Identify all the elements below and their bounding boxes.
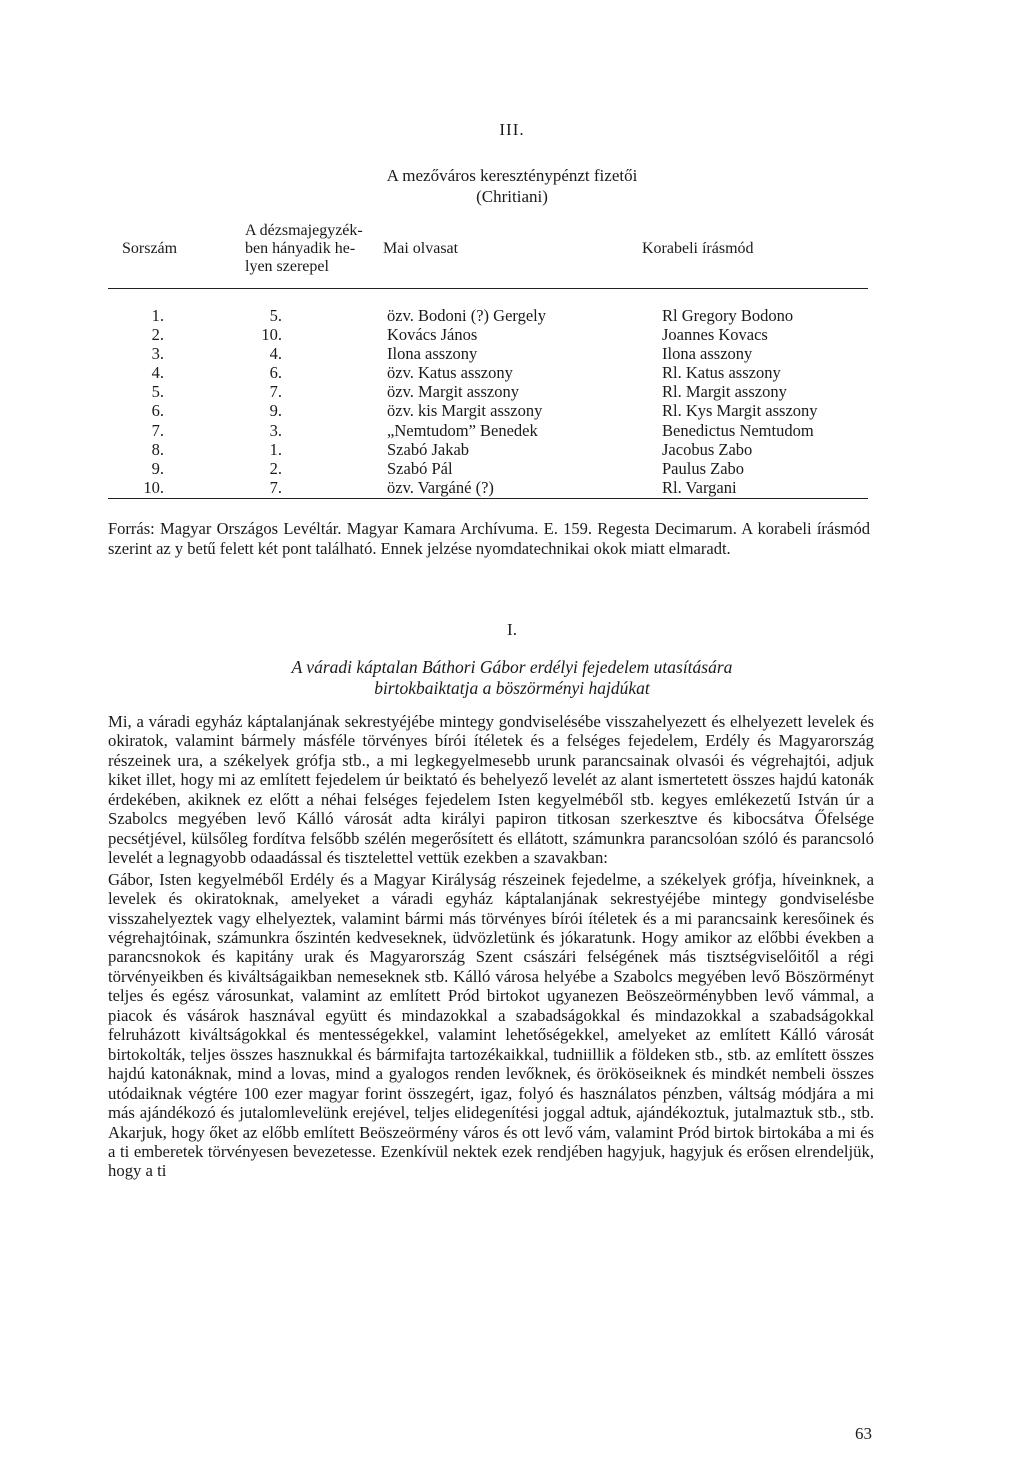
cell-position: 3. <box>269 420 282 440</box>
cell-korabeli: Joannes Kovacs <box>662 325 768 345</box>
cell-korabeli: Rl. Margit asszony <box>662 382 787 402</box>
document-title <box>0 657 1024 699</box>
table-row <box>0 478 1024 497</box>
cell-position: 5. <box>269 306 282 325</box>
cell-korabeli: Rl. Kys Margit asszony <box>662 401 818 421</box>
cell-position: 2. <box>269 458 282 478</box>
cell-sorszam: 4. <box>151 363 164 383</box>
cell-mai: özv. kis Margit asszony <box>387 401 543 421</box>
table-row <box>0 306 1024 325</box>
header-dezsma-line2: ben hányadik he- <box>245 240 356 257</box>
table-top-rule <box>108 288 868 289</box>
cell-mai: Szabó Jakab <box>387 439 470 459</box>
cell-position: 4. <box>269 344 282 364</box>
cell-mai: özv. Katus asszony <box>387 363 513 383</box>
cell-korabeli: Rl Gregory Bodono <box>662 306 794 325</box>
header-sorszam: Sorszám <box>122 240 178 257</box>
cell-korabeli: Jacobus Zabo <box>662 439 753 459</box>
cell-sorszam: 6. <box>151 401 164 421</box>
cell-sorszam: 1. <box>151 306 164 325</box>
cell-position: 7. <box>269 477 282 497</box>
cell-korabeli: Benedictus Nemtudom <box>662 420 814 440</box>
cell-mai: „Nemtudom” Benedek <box>387 420 538 440</box>
header-dezsma-line3: lyen szerepel <box>245 258 329 275</box>
cell-mai: özv. Margit asszony <box>387 382 519 402</box>
table-row <box>0 421 1024 440</box>
cell-mai: Ilona asszony <box>387 344 478 364</box>
document-title-line1: A váradi káptalan Báthori Gábor erdélyi fejedelem utasítására <box>291 657 733 677</box>
table-row <box>0 325 1024 344</box>
cell-mai: Szabó Pál <box>387 458 453 478</box>
cell-sorszam: 7. <box>151 420 164 440</box>
table-bottom-rule <box>108 498 868 499</box>
cell-position: 1. <box>269 439 282 459</box>
cell-sorszam: 2. <box>151 325 164 345</box>
table-row <box>0 382 1024 401</box>
table-title: A mezőváros kereszténypénzt fizetői <box>386 166 638 185</box>
document-title-line2: birtokbaiktatja a böszörményi hajdúkat <box>374 678 650 698</box>
table-row <box>0 363 1024 382</box>
cell-position: 10. <box>261 325 282 345</box>
table-row <box>0 459 1024 478</box>
cell-position: 9. <box>269 401 282 421</box>
cell-sorszam: 3. <box>151 344 164 364</box>
table-row <box>0 440 1024 459</box>
header-korabeli-irasmod: Korabeli írásmód <box>642 240 754 257</box>
table-subtitle: (Chritiani) <box>476 187 548 206</box>
cell-korabeli: Rl. Katus asszony <box>662 363 781 383</box>
page-number: 63 <box>855 1424 872 1443</box>
table-row <box>0 344 1024 363</box>
section-number: III. <box>499 120 525 139</box>
cell-sorszam: 8. <box>151 439 164 459</box>
cell-korabeli: Paulus Zabo <box>662 458 745 478</box>
cell-sorszam: 5. <box>151 382 164 402</box>
table-body <box>0 306 1024 497</box>
cell-mai: özv. Vargáné (?) <box>387 477 494 497</box>
document-number: I. <box>507 620 517 639</box>
cell-position: 7. <box>269 382 282 402</box>
cell-korabeli: Rl. Vargani <box>662 477 737 497</box>
paragraph: Mi, a váradi egyház káptalanjának sekrestyéjébe mintegy gondviselésébe visszahelyezett és elhelyezett levelek és okiratok, valamint bármely másféle törvényes bírói ítéletek és a felséges fejedelem, Erdély és Magyarország részeinek ura, a székelyek grófja stb., a mi legkegyelmesebb urunk parancsainak olvasói és végrehajtói, adjuk kiket illet, hogy mi az említett fejedelem úr beiktató és behelyező levelét az alant ismertetett összes hajdú katonák érdekében, akiknek ez előtt a néhai felséges fejedelem Isten kegyelméből stb. kegyes emlékezetű István úr a Szabolcs megyében levő Kálló városát adta királyi papiron titkosan szerkesztve és kibocsátva Őfelsége pecsétjével, külsőleg fordítva felsőbb szélén megerősített és ellátott, számunkra parancsolóan szóló és parancsoló levelét a legnagyobb odaadással és tisztelettel vettük ezekben a szavakban: <box>108 712 874 868</box>
header-mai-olvasat: Mai olvasat <box>383 240 459 257</box>
cell-mai: özv. Bodoni (?) Gergely <box>387 306 546 325</box>
cell-sorszam: 9. <box>151 458 164 478</box>
source-note: Forrás: Magyar Országos Levéltár. Magyar Kamara Archívuma. E. 159. Regesta Decimarum. A korabeli írásmód szerint az y betű felett két pont található. Ennek jelzése nyomdatechnikai okok miatt elmaradt. <box>108 519 870 558</box>
header-dezsma <box>245 222 375 276</box>
cell-sorszam: 10. <box>143 477 164 497</box>
cell-mai: Kovács János <box>387 325 478 345</box>
cell-korabeli: Ilona asszony <box>662 344 753 364</box>
table-row <box>0 401 1024 420</box>
document-body <box>108 712 874 1181</box>
cell-position: 6. <box>269 363 282 383</box>
paragraph: Gábor, Isten kegyelméből Erdély és a Magyar Királyság részeinek fejedelme, a székelyek grófja, híveinknek, a levelek és okiratoknak, amelyeket a váradi egyház káptalanjának sekrestyéjébe mintegy gondviselésbe visszahelyeztek vagy elhelyeztek, valamint bármi más törvényes bírói ítéletek és a mi parancsaink keresőinek és végrehajtóinak, számunkra őszintén kedveseknek, üdvözletünk és jókaratunk. Hogy amikor az előbbi években a parancsnokok és kapitány urak és Magyarország Szent császári felségének más tisztségviselőitől a régi törvényeikben és kiváltságaikban nemeseknek stb. Kálló városa helyébe a Szabolcs megyében levő Böszörményt teljes és egész városunkat, valamint az említett Pród birtokot ugyanezen Beöszeörménybben levő vámmal, a piacok és vásárok hasznával együtt és mindazokkal a szabadságokkal és mindazokkal a szabadságokkal felruházott kiváltságokkal és mentességekkel, valamint lehetőségekkel, amelyeket az említett Kálló városát birtokolták, teljes összes hasznukkal és bármifajta tartozékaikkal, tudniillik a földeken stb., stb. az említett összes hajdú katonáknak, mind a lovas, mind a gyalogos renden levőknek, és örököseiknek és mindkét nembeli összes utódaiknak végtére 100 ezer magyar forint összegért, igaz, folyó és használatos pénzben, váltság módjára a mi más ajándékozó és jutalomlevelünk erejével, teljes elidegenítési joggal adtuk, ajándékoztuk, jutalmaztuk stb., stb. Akarjuk, hogy őket az előbb említett Beöszeörmény város és ott levő vám, valamint Pród birtok birtokába a mi és a ti emberetek törvényesen bevezetesse. Ezenkívül nektek ezek rendjében hagyjuk, hagyjuk és erősen elrendeljük, hogy a ti <box>108 869 874 1181</box>
header-dezsma-line1: A dézsmajegyzék- <box>245 222 363 239</box>
